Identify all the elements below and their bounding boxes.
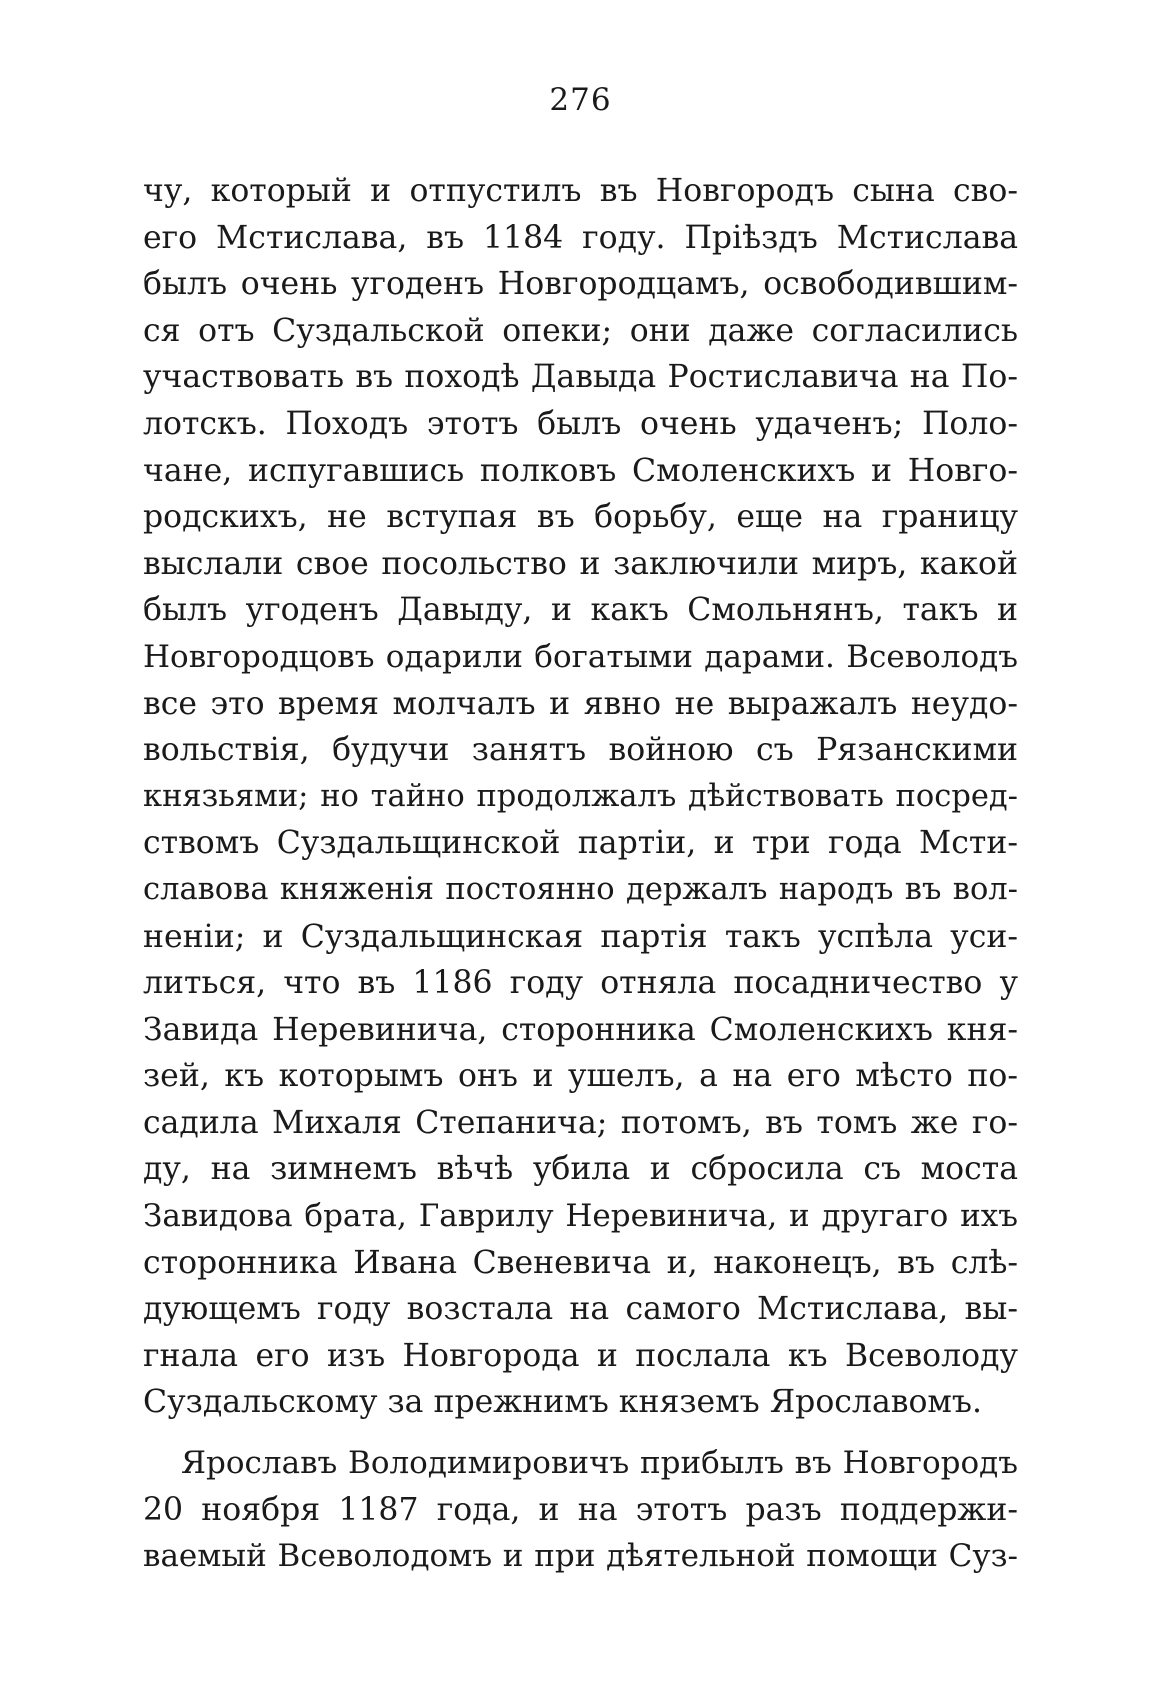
text-line: князьями; но тайно продолжалъ дѣйствовать посред- (143, 778, 1018, 814)
text-line: участвовать въ походѣ Давыда Ростиславича на По- (143, 359, 1018, 396)
text-line: чу, который и отпустилъ въ Новгородъ сына сво- (143, 173, 1018, 209)
paragraph (143, 1440, 1018, 1580)
text-line: гнала его изъ Новгорода и послала къ Всеволоду (143, 1337, 1018, 1374)
text-line: Суздальскому за прежнимъ княземъ Ярославомъ. (143, 1384, 982, 1421)
text-line: литься, что въ 1186 году отняла посадничество у (143, 965, 1018, 1002)
text-line: садила Михаля Степанича; потомъ, въ томъ же го- (143, 1104, 1018, 1141)
text-line: Завидова брата, Гаврилу Неревинича, и другаго ихъ (143, 1198, 1018, 1235)
text-line: зей, къ которымъ онъ и ушелъ, а на его мѣсто по- (143, 1058, 1018, 1095)
page-number: 276 (549, 82, 612, 118)
paragraph (143, 168, 1018, 1426)
body-text (143, 168, 1018, 1580)
text-line: дующемъ году возстала на самого Мстислава, вы- (143, 1291, 1018, 1328)
text-line: славова княженія постоянно держалъ народъ въ вол- (143, 871, 1018, 907)
paragraph-gap (143, 1426, 1018, 1440)
text-line: неніи; и Суздальщинская партія такъ успѣла уси- (143, 918, 1018, 955)
text-line: былъ очень угоденъ Новгородцамъ, освободившим- (143, 266, 1018, 303)
text-line: выслали свое посольство и заключили миръ, какой (143, 545, 1018, 582)
text-line: сторонника Ивана Свеневича и, наконецъ, въ слѣ- (143, 1244, 1018, 1281)
text-line: 20 ноября 1187 года, и на этотъ разъ поддержи- (143, 1491, 1018, 1528)
text-line: лотскъ. Походъ этотъ былъ очень удаченъ; Поло- (143, 405, 1018, 442)
text-line: Ярославъ Володимировичъ прибылъ въ Новгородъ (181, 1445, 1018, 1482)
text-line: ствомъ Суздальщинской партіи, и три года Мсти- (143, 825, 1018, 862)
text-line: ся отъ Суздальской опеки; они даже согласились (143, 312, 1018, 349)
text-line: вольствія, будучи занятъ войною съ Рязанскими (143, 732, 1018, 769)
text-line: Завида Неревинича, сторонника Смоленскихъ кня- (143, 1011, 1018, 1048)
text-line: былъ угоденъ Давыду, и какъ Смольнянъ, такъ и (143, 592, 1018, 629)
text-line: родскихъ, не вступая въ борьбу, еще на границу (143, 499, 1018, 536)
text-line: все это время молчалъ и явно не выражалъ неудо- (143, 685, 1018, 722)
text-line: чане, испугавшись полковъ Смоленскихъ и Новго- (143, 452, 1018, 489)
text-line: ваемый Всеволодомъ и при дѣятельной помощи Суз- (143, 1538, 1018, 1575)
text-line: его Мстислава, въ 1184 году. Пріѣздъ Мстислава (143, 219, 1018, 256)
text-line: ду, на зимнемъ вѣчѣ убила и сбросила съ моста (143, 1151, 1018, 1188)
text-line: Новгородцовъ одарили богатыми дарами. Всеволодъ (143, 638, 1018, 675)
